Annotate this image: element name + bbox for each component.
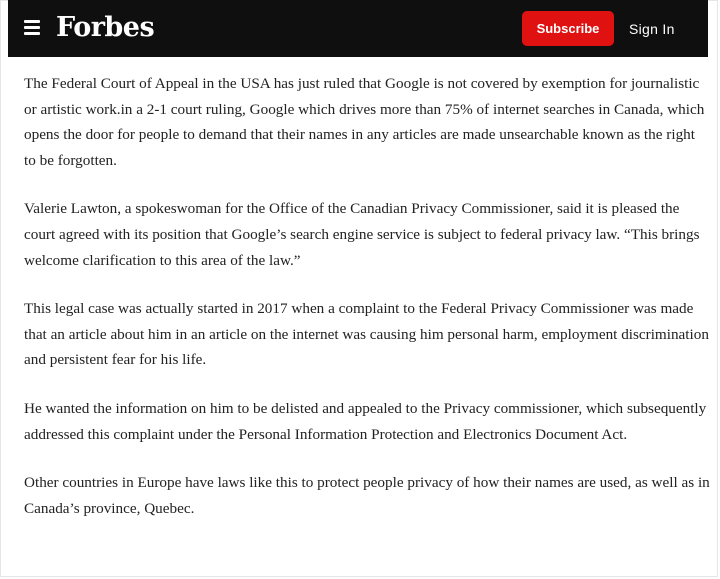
hamburger-menu-icon[interactable] (24, 20, 40, 35)
article-paragraph: This legal case was actually started in 2017 when a complaint to the Federal Privacy Commissioner was made that an article about him in an article on the internet was causing him personal harm, employment discrimination and persistent fear for his life. (24, 300, 709, 369)
article-body (24, 71, 710, 544)
article-paragraph: Valerie Lawton, a spokeswoman for the Office of the Canadian Privacy Commissioner, said it is pleased the court agreed with its position that Google’s search engine service is subject to federal privacy law. “This brings welcome clarification to this area of the law.” (24, 200, 700, 269)
top-navigation-bar (8, 0, 708, 57)
article-paragraph: Other countries in Europe have laws like this to protect people privacy of how their names are used, as well as in Canada’s province, Quebec. (24, 474, 710, 517)
forbes-logo[interactable]: Forbes (56, 12, 155, 43)
article-paragraph: He wanted the information on him to be delisted and appealed to the Privacy commissioner, which subsequently addressed this complaint under the Personal Information Protection and Electronics Document Act. (24, 399, 707, 443)
subscribe-button[interactable]: Subscribe (522, 11, 614, 46)
article-paragraph: The Federal Court of Appeal in the USA has just ruled that Google is not covered by exemption for journalistic or artistic work.in a 2-1 court ruling, Google which drives more than 75% of internet searches in Canada, which opens the door for people to demand that their names in any articles are made unsearchable known as the right to be forgotten. (24, 75, 705, 169)
sign-in-link[interactable]: Sign In (629, 21, 675, 37)
